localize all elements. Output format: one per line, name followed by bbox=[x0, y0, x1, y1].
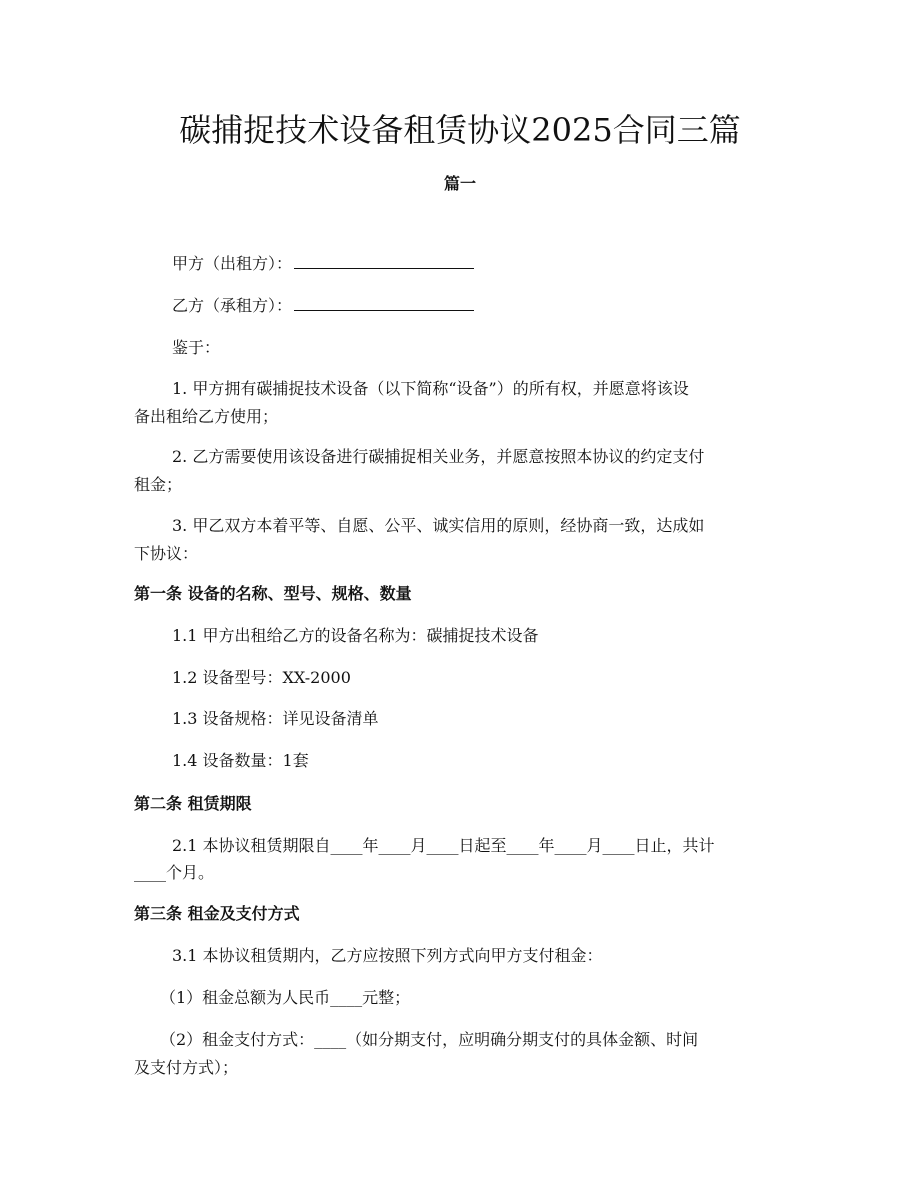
clause-1-3: 1.3 设备规格：详见设备清单 bbox=[172, 709, 379, 728]
recital-2-line-1: 2. 乙方需要使用该设备进行碳捕捉相关业务，并愿意按照本协议的约定支付 bbox=[172, 447, 705, 466]
party-b-line bbox=[172, 294, 474, 318]
clause-1-2: 1.2 设备型号：XX-2000 bbox=[172, 668, 351, 687]
clause-2-1-line-2: ____个月。 bbox=[134, 863, 215, 882]
clause-3-1: 3.1 本协议租赁期内，乙方应按照下列方式向甲方支付租金： bbox=[172, 946, 603, 965]
document-title: 碳捕捉技术设备租赁协议2025合同三篇 bbox=[179, 111, 741, 149]
clause-3-1-b-line-2: 及支付方式）； bbox=[134, 1058, 239, 1077]
clause-2-1-line-1: 2.1 本协议租赁期限自____年____月____日起至____年____月____日止，共计 bbox=[172, 836, 715, 855]
clause-3-1-a: （1）租金总额为人民币____元整； bbox=[160, 988, 411, 1007]
recital-2-line-2: 租金； bbox=[134, 475, 183, 494]
recital-3-line-1: 3. 甲乙双方本着平等、自愿、公平、诚实信用的原则，经协商一致，达成如 bbox=[172, 516, 705, 535]
whereas-label: 鉴于： bbox=[172, 338, 221, 357]
party-a-line bbox=[172, 252, 474, 276]
recital-1-line-1: 1. 甲方拥有碳捕捉技术设备（以下简称“设备”）的所有权，并愿意将该设 bbox=[172, 379, 689, 398]
recital-1-line-2: 备出租给乙方使用； bbox=[134, 407, 279, 426]
clause-1-4: 1.4 设备数量：1套 bbox=[172, 751, 309, 770]
recital-3-line-2: 下协议： bbox=[134, 544, 199, 563]
party-a-label: 甲方（出租方）： bbox=[172, 254, 293, 273]
article-1-heading: 第一条 设备的名称、型号、规格、数量 bbox=[134, 584, 412, 603]
article-2-heading: 第二条 租赁期限 bbox=[134, 794, 252, 813]
clause-3-1-b-line-1: （2）租金支付方式：____（如分期支付，应明确分期支付的具体金额、时间 bbox=[160, 1030, 699, 1049]
article-3-heading: 第三条 租金及支付方式 bbox=[134, 904, 300, 923]
party-a-blank bbox=[294, 254, 474, 269]
party-b-blank bbox=[294, 296, 474, 311]
section-label: 篇一 bbox=[443, 174, 476, 193]
party-b-label: 乙方（承租方）： bbox=[172, 296, 293, 315]
clause-1-1: 1.1 甲方出租给乙方的设备名称为：碳捕捉技术设备 bbox=[172, 626, 539, 645]
